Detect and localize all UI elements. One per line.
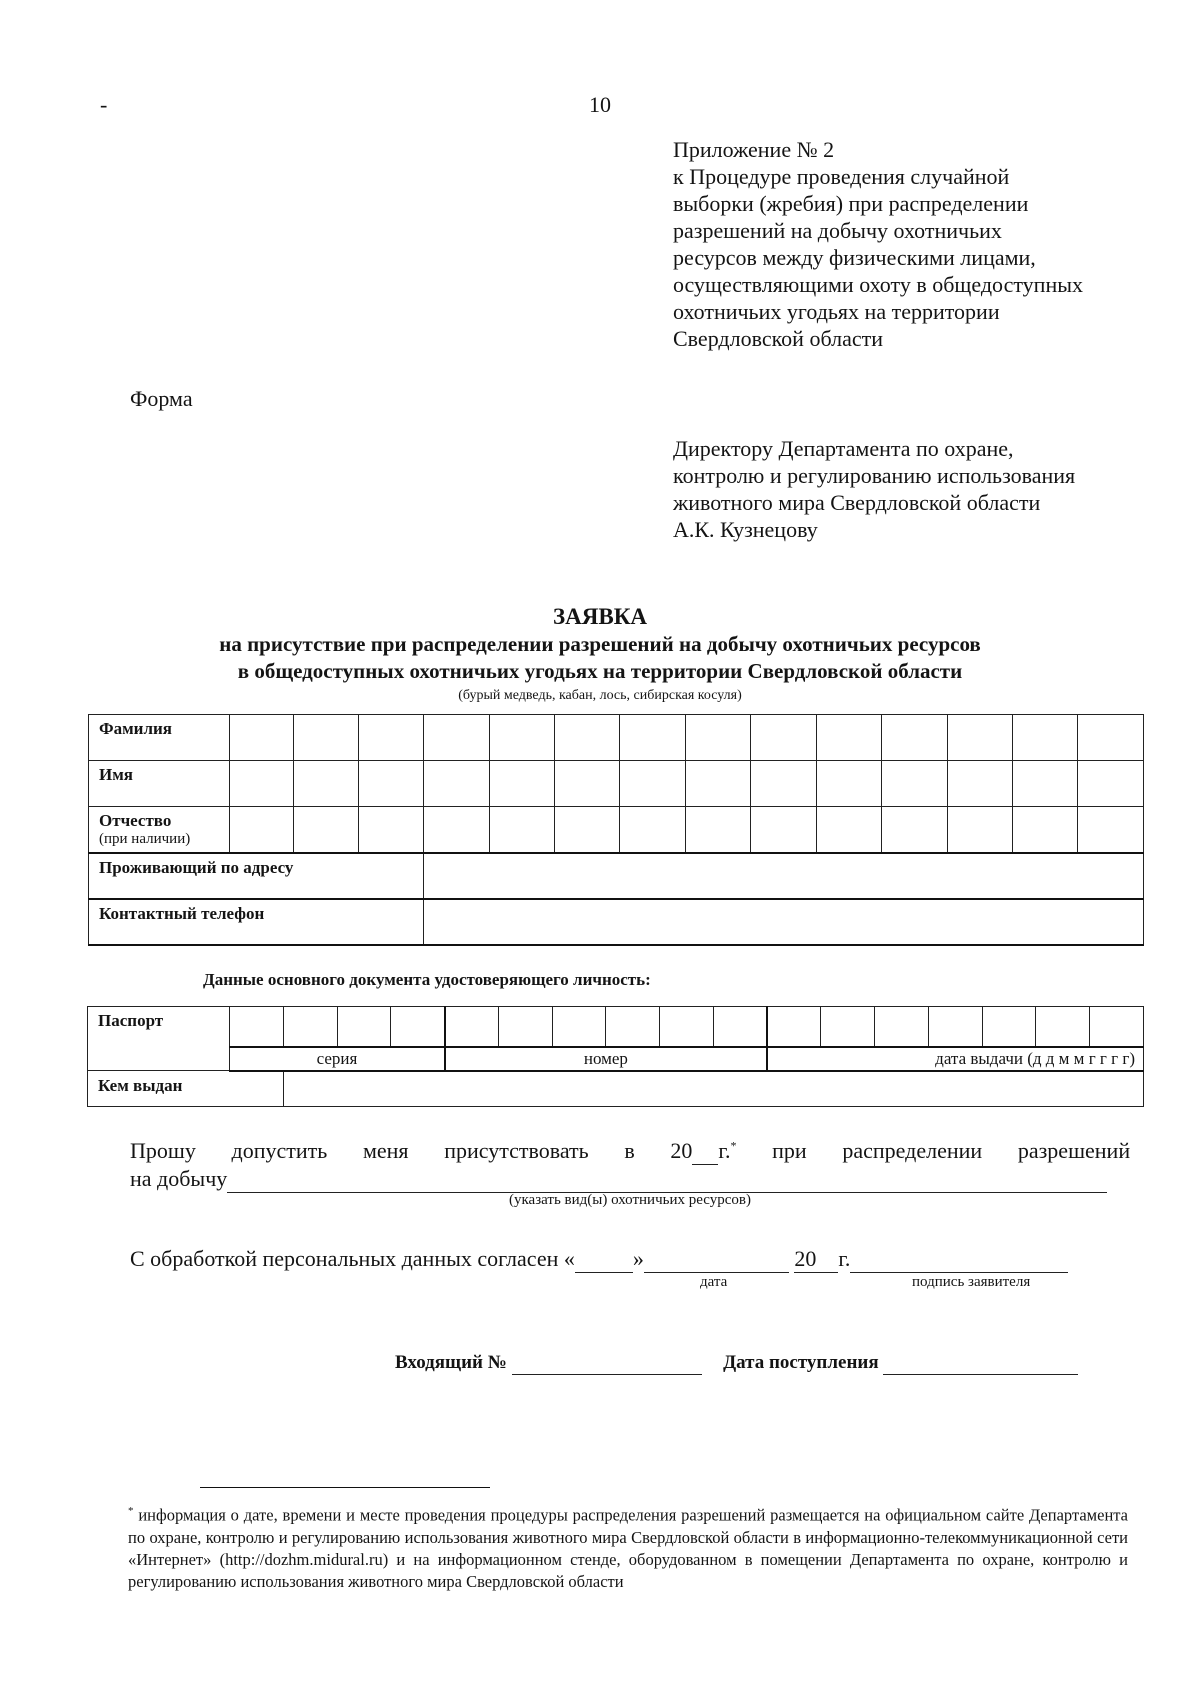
name-cell[interactable] [555, 761, 620, 807]
personal-data-table [88, 714, 1144, 946]
name-cell[interactable] [751, 761, 816, 807]
addressee-block [673, 435, 1153, 543]
patronymic-cell[interactable] [685, 807, 750, 853]
corner-dash: - [100, 92, 108, 117]
consent-year [794, 1246, 838, 1273]
consent-text: С обработкой персональных данных согласен [130, 1246, 559, 1271]
name-cell[interactable] [620, 761, 685, 807]
surname-cell[interactable] [229, 715, 293, 761]
patronymic-cell[interactable] [489, 807, 554, 853]
species-hint: (указать вид(ы) охотничьих ресурсов) [509, 1192, 751, 1208]
appendix-line: к Процедуре проведения случайной [673, 164, 1010, 189]
consent-day-blank[interactable] [575, 1246, 633, 1273]
document-title: ЗАЯВКА [553, 604, 647, 629]
surname-cell[interactable] [489, 715, 554, 761]
request-year-blank[interactable] [692, 1138, 718, 1165]
number-digit-cell[interactable] [606, 1007, 660, 1047]
date-digit-cell[interactable] [982, 1007, 1036, 1047]
appendix-line: осуществляющими охоту в общедоступных [673, 272, 1083, 297]
name-row [89, 761, 1144, 807]
series-digit-cell[interactable] [337, 1007, 391, 1047]
name-label: Имя [89, 761, 230, 807]
date-digit-cell[interactable] [767, 1007, 821, 1047]
surname-cell[interactable] [424, 715, 489, 761]
surname-cell[interactable] [1012, 715, 1077, 761]
patronymic-cell[interactable] [424, 807, 489, 853]
request-word: Прошу [130, 1138, 196, 1163]
species-blank[interactable] [227, 1166, 1107, 1193]
species-note: (бурый медведь, кабан, лось, сибирская косуля) [458, 688, 742, 703]
appendix-line: ресурсов между физическими лицами, [673, 245, 1036, 270]
request-word: присутствовать [444, 1138, 589, 1163]
close-quote: » [632, 1246, 644, 1271]
series-digit-cell[interactable] [230, 1007, 284, 1047]
surname-cell[interactable] [620, 715, 685, 761]
patronymic-cell[interactable] [947, 807, 1012, 853]
passport-digit-row [88, 1007, 1144, 1047]
appendix-line: Свердловской области [673, 326, 883, 351]
issued-by-field[interactable] [284, 1071, 1144, 1107]
number-digit-cell[interactable] [713, 1007, 767, 1047]
request-word: разрешений [1017, 1138, 1131, 1163]
address-row [89, 853, 1144, 899]
patronymic-note: (при наличии) [99, 831, 191, 847]
request-word: меня [362, 1138, 409, 1163]
passport-caption-row [88, 1047, 1144, 1071]
consent-year-prefix: 20 [794, 1246, 817, 1271]
addressee-line: контролю и регулированию использования [673, 463, 1076, 488]
addressee-line: А.К. Кузнецову [673, 517, 818, 542]
request-line-2 [130, 1166, 1107, 1193]
name-cell[interactable] [1012, 761, 1077, 807]
appendix-line: разрешений на добычу охотничьих [673, 218, 1002, 243]
appendix-block [673, 136, 1153, 352]
request-word: распределении [842, 1138, 983, 1163]
address-label: Проживающий по адресу [89, 853, 424, 899]
passport-table [87, 1006, 1144, 1107]
form-label: Форма [130, 386, 193, 411]
date-digit-cell[interactable] [875, 1007, 929, 1047]
patronymic-label-text: Отчество [99, 811, 172, 830]
appendix-line: охотничьих угодьях на территории [673, 299, 1000, 324]
name-cell[interactable] [947, 761, 1012, 807]
series-digit-cell[interactable] [284, 1007, 338, 1047]
footnote-text: информация о дате, времени и месте проведения процедуры распределения разрешений размещается на официальном сайте Департамента по охране, контролю и регулированию использования животного мира Свердловской области в информационно-телекоммуникационной сети «Интернет» (http://dozhm.midural.ru) и на информационном стенде, оборудованном в помещении Департамента по охране, контролю и регулированию использования животного мира Свердловской области [128, 1505, 1129, 1591]
consent-line [130, 1246, 1068, 1273]
issued-by-label: Кем выдан [88, 1071, 284, 1107]
surname-cell[interactable] [685, 715, 750, 761]
surname-cell[interactable] [751, 715, 816, 761]
name-cell[interactable] [229, 761, 293, 807]
document-subtitle-line1: на присутствие при распределении разрешений на добычу охотничьих ресурсов [219, 632, 981, 656]
document-subtitle-line2: в общедоступных охотничьих угодьях на территории Свердловской области [237, 659, 963, 683]
request-word: в [624, 1138, 635, 1163]
passport-label: Паспорт [88, 1007, 230, 1071]
phone-row [89, 899, 1144, 945]
consent-month-blank[interactable] [644, 1246, 789, 1273]
surname-cell[interactable] [882, 715, 947, 761]
surname-cell[interactable] [947, 715, 1012, 761]
addressee-line: Директору Департамента по охране, [673, 436, 1014, 461]
date-digit-cell[interactable] [821, 1007, 875, 1047]
date-hint: дата [700, 1274, 728, 1290]
patronymic-cell[interactable] [620, 807, 685, 853]
footnote [128, 1500, 1128, 1593]
series-caption: серия [230, 1047, 445, 1071]
name-cell[interactable] [424, 761, 489, 807]
footnote-mark: * [128, 1505, 134, 1517]
footnote-ref: * [730, 1138, 737, 1153]
name-cell[interactable] [358, 761, 423, 807]
surname-label: Фамилия [89, 715, 230, 761]
number-digit-cell[interactable] [445, 1007, 499, 1047]
patronymic-row [89, 807, 1144, 853]
signature-hint: подпись заявителя [912, 1274, 1031, 1290]
open-quote: « [563, 1246, 575, 1271]
appendix-line: Приложение № 2 [673, 137, 835, 162]
surname-cell[interactable] [294, 715, 358, 761]
patronymic-cell[interactable] [294, 807, 358, 853]
date-digit-cell[interactable] [928, 1007, 982, 1047]
number-caption: номер [445, 1047, 767, 1071]
phone-field[interactable] [424, 899, 1144, 945]
identity-doc-heading: Данные основного документа удостоверяющего личность: [203, 970, 651, 989]
issue-date-caption: дата выдачи (д д м м г г г г) [767, 1047, 1143, 1071]
consent-year-blank[interactable] [816, 1246, 838, 1272]
surname-cell[interactable] [555, 715, 620, 761]
signature-blank[interactable] [850, 1246, 1068, 1273]
patronymic-cell[interactable] [751, 807, 816, 853]
name-cell[interactable] [882, 761, 947, 807]
incoming-date-blank[interactable] [883, 1352, 1078, 1375]
footnote-separator [200, 1487, 490, 1488]
name-cell[interactable] [685, 761, 750, 807]
address-field[interactable] [424, 853, 1144, 899]
patronymic-cell[interactable] [1078, 807, 1144, 853]
name-cell[interactable] [294, 761, 358, 807]
phone-label: Контактный телефон [89, 899, 424, 945]
name-cell[interactable] [1078, 761, 1144, 807]
request-line-2-text: на добычу [130, 1166, 228, 1191]
patronymic-cell[interactable] [229, 807, 293, 853]
patronymic-cell[interactable] [1012, 807, 1077, 853]
patronymic-cell[interactable] [816, 807, 881, 853]
page-number: 10 [589, 92, 611, 117]
request-year-suffix: г. [718, 1138, 731, 1163]
patronymic-cell[interactable] [882, 807, 947, 853]
issued-by-row [88, 1071, 1144, 1107]
request-year [670, 1138, 736, 1163]
surname-cell[interactable] [816, 715, 881, 761]
patronymic-label [89, 807, 230, 853]
series-digit-cell[interactable] [391, 1007, 445, 1047]
incoming-number-blank[interactable] [512, 1352, 702, 1375]
number-digit-cell[interactable] [498, 1007, 552, 1047]
incoming-number-label: Входящий № [395, 1352, 507, 1373]
number-digit-cell[interactable] [552, 1007, 606, 1047]
appendix-line: выборки (жребия) при распределении [673, 191, 1029, 216]
consent-year-suffix: г. [838, 1246, 851, 1271]
name-cell[interactable] [816, 761, 881, 807]
incoming-line [395, 1352, 1078, 1375]
request-year-prefix: 20 [670, 1138, 693, 1163]
surname-row [89, 715, 1144, 761]
surname-cell[interactable] [358, 715, 423, 761]
patronymic-cell[interactable] [555, 807, 620, 853]
name-cell[interactable] [489, 761, 554, 807]
date-digit-cell[interactable] [1090, 1007, 1144, 1047]
incoming-date-label: Дата поступления [723, 1352, 879, 1373]
request-word: при [772, 1138, 807, 1163]
date-digit-cell[interactable] [1036, 1007, 1090, 1047]
patronymic-cell[interactable] [358, 807, 423, 853]
addressee-line: животного мира Свердловской области [673, 490, 1041, 515]
request-line [130, 1138, 1130, 1165]
number-digit-cell[interactable] [660, 1007, 714, 1047]
request-word: допустить [231, 1138, 328, 1163]
surname-cell[interactable] [1078, 715, 1144, 761]
